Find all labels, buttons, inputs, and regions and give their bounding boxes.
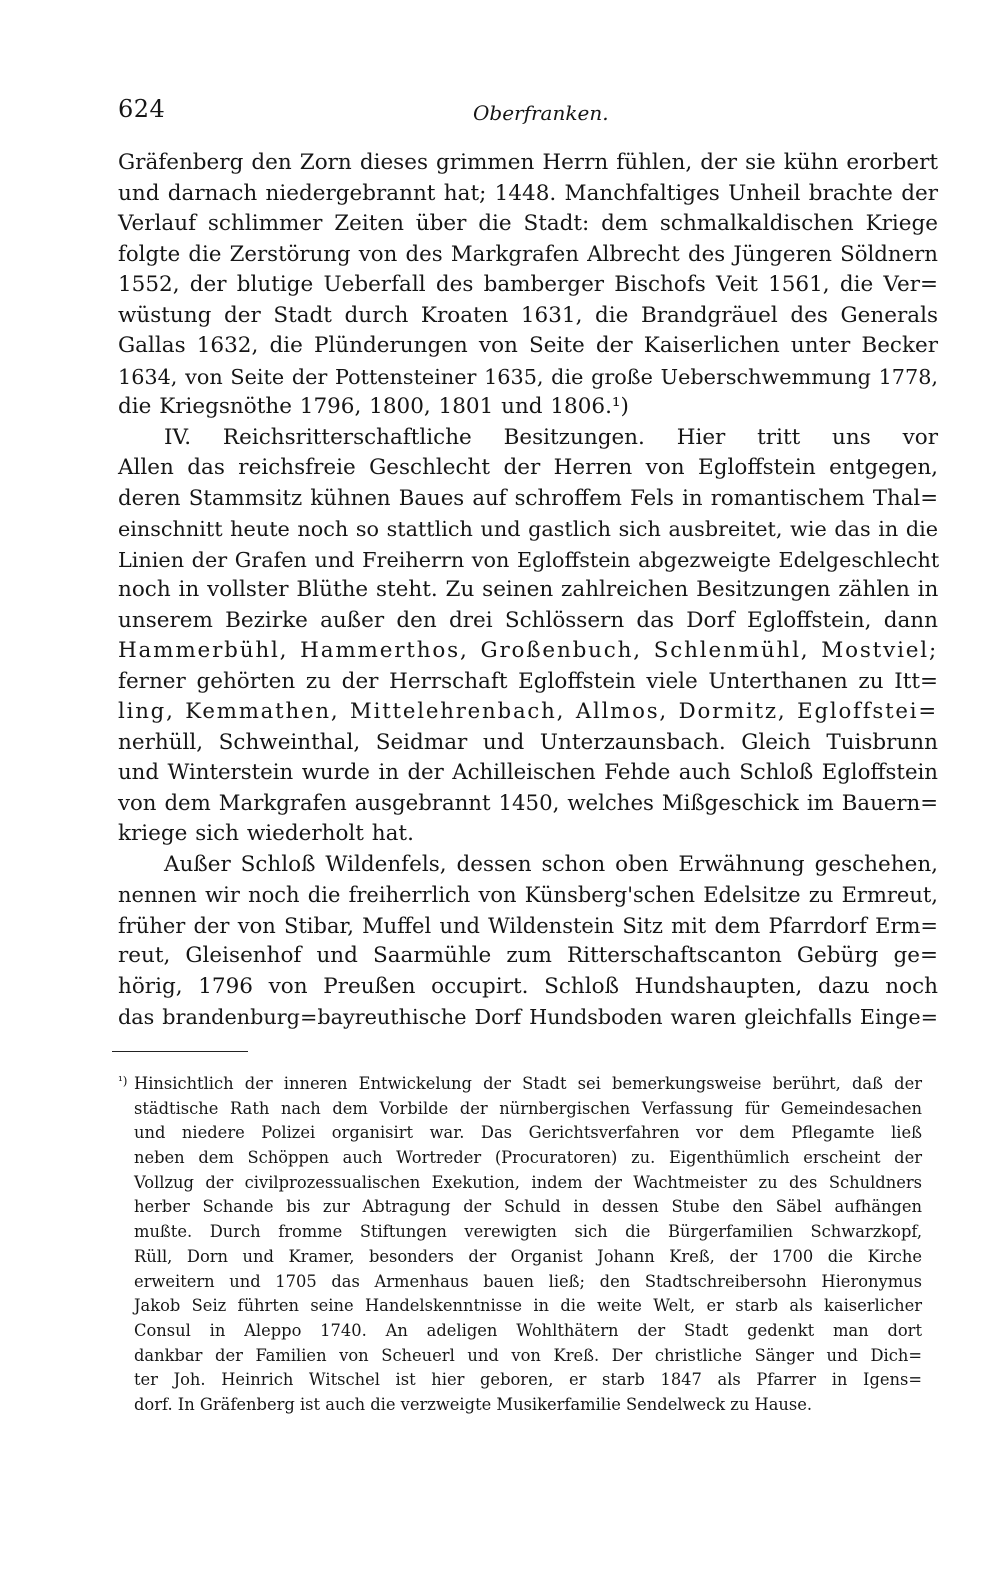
footnote-line: Jakob Seiz führten seine Handelskenntnisse in die weite Welt, er starb als kaiserlicher (134, 1296, 922, 1316)
page-number: 624 (118, 95, 166, 123)
footnote-line: Rüll, Dorn und Kramer, besonders der Organist Johann Kreß, der 1700 die Kirche (134, 1246, 922, 1266)
text-line: Hammerbühl, Hammerthos, Großenbuch, Schlenmühl, Mostviel; (118, 638, 938, 663)
footnote-line: Hinsichtlich der inneren Entwickelung der Stadt sei bemerkungsweise berührt, daß der (134, 1074, 922, 1093)
footnote-line: dorf. In Gräfenberg ist auch die verzweigte Musikerfamilie Sendelweck zu Hause. (134, 1394, 813, 1414)
text-line: nennen wir noch die freiherrlich von Künsberg'schen Edelsitze zu Ermreut, (118, 883, 938, 907)
text-line: 1634, von Seite der Pottensteiner 1635, die große Ueberschwemmung 1778, (118, 364, 938, 389)
footnote-line: Vollzug der civilprozessualischen Exekution, indem der Wachtmeister zu des Schuldners (134, 1172, 922, 1192)
text-line: folgte die Zerstörung von des Markgrafen Albrecht des Jüngeren Söldnern (118, 241, 938, 267)
footnote-line: und niedere Polizei organisirt war. Das Gerichtsverfahren vor dem Pflegamte ließ (134, 1123, 922, 1143)
footnote-line: mußte. Durch fromme Stiftungen verewigten sich die Bürgerfamilien Schwarzkopf, (134, 1222, 922, 1242)
text-line: Gallas 1632, die Plünderungen von Seite der Kaiserlichen unter Becker (118, 333, 938, 358)
footnote-line: Consul in Aleppo 1740. An adeligen Wohlthätern der Stadt gedenkt man dort (134, 1320, 922, 1340)
text-line: die Kriegsnöthe 1796, 1800, 1801 und 1806.¹) (118, 394, 629, 419)
page-header (118, 95, 938, 135)
text-line: reut, Gleisenhof und Saarmühle zum Ritterschaftscanton Gebürg ge= (118, 943, 938, 968)
footnote-divider (112, 1051, 248, 1052)
text-line: das brandenburg=bayreuthische Dorf Hundsboden waren gleichfalls Einge= (118, 1005, 938, 1029)
footnote-line: erweitern und 1705 das Armenhaus bauen ließ; den Stadtschreibersohn Hieronymus (134, 1271, 922, 1291)
text-line: 1552, der blutige Ueberfall des bamberger Bischofs Veit 1561, die Ver= (118, 272, 938, 297)
text-line: früher der von Stibar, Muffel und Wildenstein Sitz mit dem Pfarrdorf Erm= (118, 913, 938, 938)
footnote-line: städtische Rath nach dem Vorbilde der nürnbergischen Verfassung für Gemeindesachen (134, 1098, 922, 1118)
text-line: Allen das reichsfreie Geschlecht der Herren von Egloffstein entgegen, (118, 455, 938, 480)
footnote-marker: ¹) (118, 1074, 128, 1088)
text-line: ling, Kemmathen, Mittelehrenbach, Allmos, Dormitz, Egloffstei= (118, 699, 938, 724)
text-line: ferner gehörten zu der Herrschaft Egloffstein viele Unterthanen zu Itt= (118, 668, 938, 694)
text-line: hörig, 1796 von Preußen occupirt. Schloß Hundshaupten, dazu noch (118, 973, 938, 999)
text-line: Linien der Grafen und Freiherrn von Egloffstein abgezweigte Edelgeschlecht (118, 547, 940, 572)
section-heading-line: IV. Reichsritterschaftliche Besitzungen. Hier tritt uns vor (164, 424, 938, 450)
footnote-line: ter Joh. Heinrich Witschel ist hier geboren, er starb 1847 als Pfarrer in Igens= (134, 1370, 922, 1390)
text-line: unserem Bezirke außer den drei Schlössern das Dorf Egloffstein, dann (118, 607, 938, 633)
footnote (118, 1072, 922, 1418)
text-line: kriege sich wiederholt hat. (118, 821, 414, 846)
text-line: Gräfenberg den Zorn dieses grimmen Herrn fühlen, der sie kühn erorbert (118, 150, 938, 175)
text-line: deren Stammsitz kühnen Baues auf schroffem Fels in romantischem Thal= (118, 485, 938, 511)
footnote-line: neben dem Schöppen auch Wortreder (Procuratoren) zu. Eigenthümlich erscheint der (134, 1148, 922, 1168)
text-line: einschnitt heute noch so stattlich und gastlich sich ausbreitet, wie das in die (118, 517, 939, 541)
text-line: noch in vollster Blüthe steht. Zu seinen zahlreichen Besitzungen zählen in (118, 577, 939, 602)
text-line: Verlauf schlimmer Zeiten über die Stadt: dem schmalkaldischen Kriege (118, 211, 938, 236)
text-line: wüstung der Stadt durch Kroaten 1631, die Brandgräuel des Generals (118, 302, 938, 328)
footnote-line: dankbar der Familien von Scheuerl und von Kreß. Der christliche Sänger und Dich= (134, 1345, 922, 1365)
main-text (118, 148, 938, 1033)
footnote-line: herber Schande bis zur Abtragung der Schuld in dessen Stube den Säbel aufhängen (134, 1197, 922, 1217)
text-line: nerhüll, Schweinthal, Seidmar und Unterzaunsbach. Gleich Tuisbrunn (118, 729, 938, 755)
paragraph-start-line: Außer Schloß Wildenfels, dessen schon oben Erwähnung geschehen, (164, 851, 938, 877)
running-title: Oberfranken. (473, 101, 609, 125)
text-line: und Winterstein wurde in der Achilleischen Fehde auch Schloß Egloffstein (118, 760, 938, 785)
text-line: und darnach niedergebrannt hat; 1448. Manchfaltiges Unheil brachte der (118, 180, 938, 206)
text-line: von dem Markgrafen ausgebrannt 1450, welches Mißgeschick im Bauern= (118, 790, 938, 816)
